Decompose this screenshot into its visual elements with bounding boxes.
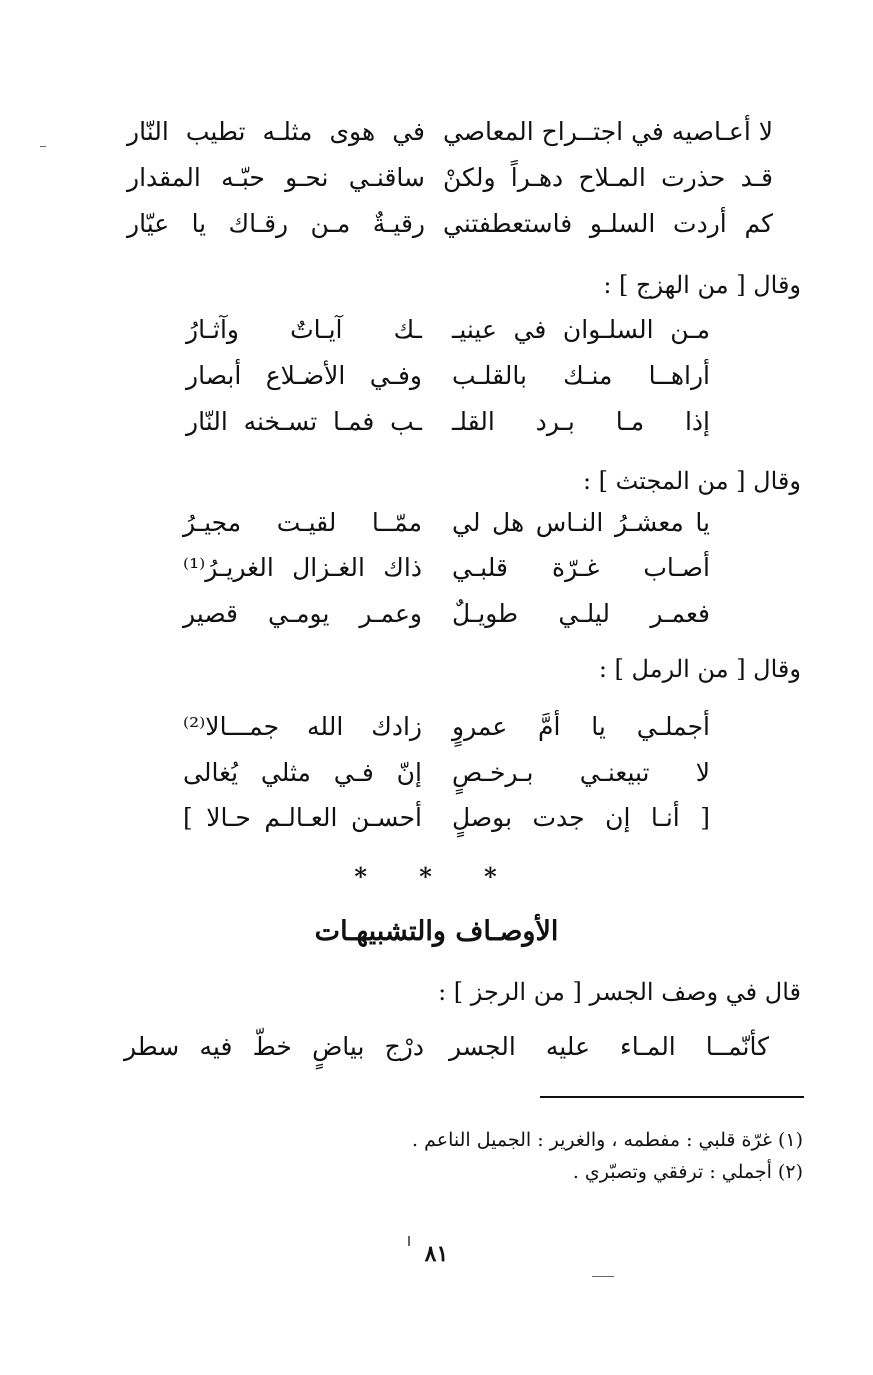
scan-speck — [40, 146, 46, 147]
verse-line — [0, 753, 873, 793]
verse-first-hemistich: قـد حذرت المـلاح دهـراً ولكنْ — [443, 163, 773, 192]
verse-second-hemistich: وعمـر يومـي قصير — [183, 599, 422, 628]
verse-line — [0, 548, 873, 588]
verse-line — [0, 310, 873, 350]
verse-first-hemistich: أجملـي يا أمَّ عمروٍ — [452, 712, 710, 741]
footnote: (٢) أجملي : ترفقي وتصبّري . — [572, 1161, 803, 1183]
verse-line — [0, 402, 873, 442]
page-number: ٨١ — [424, 1241, 449, 1267]
verse-first-hemistich: إذا مـا بـرد القلـ — [452, 407, 710, 436]
verse-first-hemistich: أراهــا منـك بالقلـب — [452, 361, 710, 390]
scan-speck — [408, 1236, 410, 1246]
verse-second-hemistich: رقيـةٌ مـن رقـاك يا عيّار — [127, 209, 425, 238]
verse-first-hemistich: مـن السلـوان في عينيـ — [452, 315, 710, 344]
verse-second-hemistich: ذاك الغـزال الغريـرُ⁽¹⁾ — [183, 553, 422, 582]
verse-first-hemistich: [ أنـا إن جدت بوصلٍ — [452, 803, 710, 832]
verse-first-hemistich: لا أعـاصيه في اجتــراح المعاصي — [442, 117, 773, 146]
section-heading: الأوصـاف والتشبيهـات — [314, 916, 559, 947]
verse-second-hemistich: إنّ فـي مثلي يُغالى — [183, 758, 422, 787]
footnote-rule — [540, 1096, 804, 1098]
verse-second-hemistich: درْج بياضٍ خطّ فيه سطر — [124, 1032, 424, 1061]
verse-second-hemistich: ـك آيـاتٌ وآثـارُ — [186, 315, 422, 344]
poem-intro: وقال [ من المجتث ] : — [582, 467, 801, 495]
scan-speck — [592, 1276, 614, 1277]
verse-line — [0, 503, 873, 543]
verse-line — [0, 204, 873, 244]
verse-first-hemistich: يا معشـرُ النـاس هل لي — [452, 508, 710, 537]
verse-second-hemistich: زادك الله جمـــالا⁽²⁾ — [183, 712, 422, 741]
verse-first-hemistich: كأنّمــا المـاء عليه الجسر — [449, 1032, 769, 1061]
verse-second-hemistich: ساقنـي نحـو حبّـه المقدار — [127, 163, 425, 192]
verse-line — [0, 798, 873, 838]
verse-line — [0, 158, 873, 198]
verse-second-hemistich: أحسـن العـالـم حـالا ] — [183, 803, 422, 832]
verse-first-hemistich: أصـاب غـرّة قلبـي — [452, 553, 710, 582]
verse-line — [0, 112, 873, 152]
verse-second-hemistich: ـب فمـا تسـخنه النّار — [186, 407, 422, 436]
verse-line — [0, 594, 873, 634]
verse-first-hemistich: لا تبيعنـي بـرخـصٍ — [452, 758, 710, 787]
verse-line — [0, 1027, 873, 1067]
poem-intro: وقال [ من الهزج ] : — [603, 271, 801, 299]
verse-line — [0, 707, 873, 747]
verse-line — [0, 356, 873, 396]
verse-first-hemistich: كم أردت السلـو فاستعطفتني — [443, 209, 773, 238]
verse-first-hemistich: فعمـر ليلـي طويـلٌ — [452, 599, 710, 628]
poem-intro: وقال [ من الرمل ] : — [598, 655, 801, 683]
verse-second-hemistich: في هوى مثلـه تطيب النّار — [127, 117, 425, 146]
verse-second-hemistich: وفـي الأضـلاع أبصار — [186, 361, 422, 390]
footnote: (١) غرّة قلبي : مفطمه ، والغرير : الجميل الناعم . — [412, 1129, 803, 1151]
verse-second-hemistich: ممّــا لقيـت مجيـرُ — [183, 508, 422, 537]
section-separator: * * * — [354, 862, 519, 891]
poem-intro: قال في وصف الجسر [ من الرجز ] : — [438, 978, 801, 1006]
